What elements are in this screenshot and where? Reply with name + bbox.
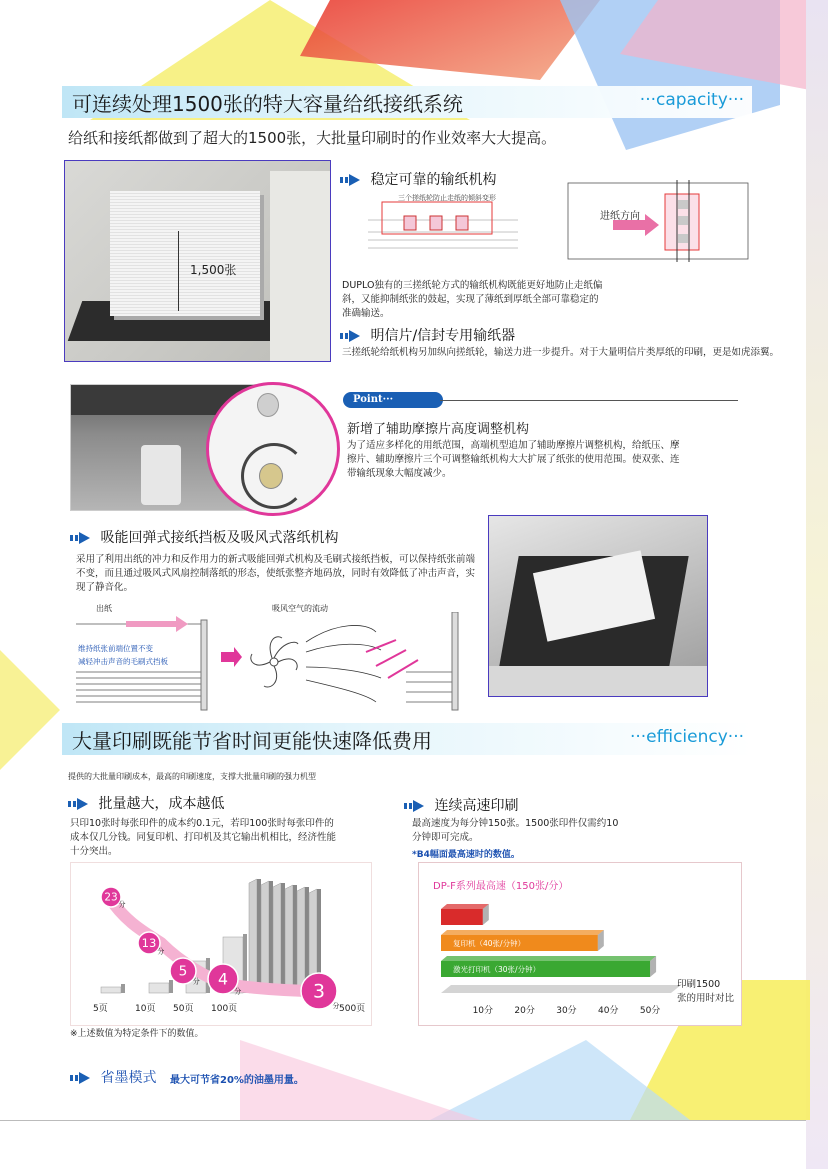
arrow-icon — [340, 328, 362, 344]
arrow-icon — [70, 1070, 92, 1086]
paper-stack-photo — [64, 160, 331, 362]
stacker-body: 采用了利用出纸的冲力和反作用力的新式吸能回弹式机构及毛刷式接纸挡板，可以保持纸张前端不变，而且通过吸风式风扇控制落纸的形态，使纸张整齐地码放，同时有效降低了冲击声音，实现了静音化。 — [76, 554, 476, 593]
speed-heading — [404, 795, 518, 815]
capacity-title: 可连续处理1500张的特大容量给纸接纸系统 — [72, 92, 463, 116]
arrow-icon — [68, 796, 90, 812]
speed-body: 最高速度为每分钟150张。1500张印件仅需约10分钟即可完成。 — [412, 818, 619, 843]
paper-stack-side — [305, 887, 309, 989]
feed-diagram-label: 三个搓纸轮防止走纸的倾斜变形 — [398, 194, 496, 202]
speed-chart — [418, 862, 742, 1026]
cost-value-label: 4 — [217, 969, 229, 989]
cost-value-label: 3 — [312, 980, 326, 1003]
paper-stack — [261, 881, 269, 993]
speed-bar — [441, 909, 483, 925]
paper-stack-side — [281, 883, 285, 989]
capacity-tag: ···capacity··· — [639, 90, 744, 110]
ink-body: 最大可节省20%的油墨用量。 — [170, 1075, 304, 1086]
cost-value-label: 5 — [178, 963, 188, 980]
postcard-heading-text: 明信片/信封专用输纸器 — [370, 328, 516, 344]
cost-body: 只印10张时每张印件的成本约0.1元，若印100张时每张印件的成本仅几分钱。同复印机、打印机及其它输出机相比，经济性能十分突出。 — [70, 818, 337, 857]
paper-stack — [101, 987, 121, 993]
speed-heading-text: 连续高速印刷 — [434, 798, 519, 814]
cost-heading — [68, 793, 224, 813]
speed-bar-top — [441, 904, 489, 909]
cost-chart-svg — [71, 863, 371, 1025]
arrow-icon — [340, 172, 362, 188]
speed-chart-floor — [441, 985, 681, 993]
speed-side-label-1: 印刷1500 — [677, 979, 721, 990]
point-heading: 新增了辅助摩擦片高度调整机构 — [347, 422, 530, 437]
speed-side-label-2: 张的用时对比 — [677, 993, 735, 1004]
stacker-heading-text: 吸能回弹式接纸挡板及吸风式落纸机构 — [100, 530, 339, 546]
cost-heading-text: 批量越大，成本越低 — [98, 796, 225, 812]
cost-x-label: 500页 — [339, 1004, 366, 1014]
cost-chart — [70, 862, 372, 1026]
speed-note: *B4幅面最高速时的数值。 — [412, 850, 520, 860]
arrow-icon — [70, 530, 92, 546]
ink-heading-text: 省墨模式 — [100, 1070, 157, 1086]
stacker-note1: 维持纸张前端位置不变 — [78, 644, 153, 653]
speed-bar-label: 激光打印机（30张/分钟） — [453, 965, 541, 974]
page-bottom-rule — [0, 1120, 806, 1121]
feed-direction-label: 进纸方向 — [600, 211, 640, 222]
speed-x-tick: 10分 — [472, 1006, 494, 1016]
cost-unit-label: 分 — [192, 977, 200, 986]
efficiency-tag: ···efficiency··· — [629, 727, 744, 747]
cost-x-label: 5页 — [93, 1004, 108, 1014]
airflow-label: 吸风空气的流动 — [272, 604, 328, 613]
paper-stack — [285, 885, 293, 993]
paper-stack — [273, 883, 281, 993]
efficiency-subtitle: 提供的大批量印刷成本，最高的印刷速度，支撑大批量印刷的强力机型 — [68, 772, 316, 781]
speed-x-tick: 20分 — [514, 1006, 535, 1016]
cost-value-label: 13 — [141, 935, 157, 950]
stacker-note2: 减轻冲击声音的毛刷式挡板 — [78, 657, 168, 666]
ink-heading — [70, 1067, 156, 1087]
cost-unit-label: 分 — [157, 947, 165, 956]
feed-heading — [340, 169, 496, 189]
cost-unit-label: 分 — [234, 987, 242, 996]
paper-stack-side — [257, 879, 261, 989]
stack-height-label: 1,500张 — [190, 263, 237, 277]
paper-stack-side — [169, 980, 173, 993]
cost-unit-label: 分 — [118, 900, 126, 909]
speed-x-tick: 30分 — [556, 1006, 577, 1016]
cost-x-label: 50页 — [173, 1004, 194, 1014]
postcard-heading — [340, 325, 515, 345]
bg-left-yellow — [0, 650, 60, 770]
paper-stack — [297, 887, 305, 993]
roller-zoom-circle — [206, 382, 340, 516]
stacker-photo — [488, 515, 708, 697]
capacity-intro: 给纸和接纸都做到了超大的1500张，大批量印刷时的作业效率大大提高。 — [68, 129, 557, 147]
speed-bar-top — [441, 930, 604, 935]
arrow-icon — [404, 798, 426, 814]
stacker-heading — [70, 527, 338, 547]
point-rule — [440, 400, 738, 401]
exit-label: 出纸 — [96, 604, 112, 613]
feed-direction-diagram — [565, 180, 750, 262]
cost-x-label: 10页 — [135, 1004, 156, 1014]
capacity-band — [62, 86, 752, 118]
speed-chart-svg — [419, 863, 741, 1025]
paper-stack — [149, 983, 169, 993]
speed-chart-title: DP-F系列最高速（150张/分） — [433, 881, 569, 892]
speed-bar-top — [441, 956, 656, 961]
point-badge: Point··· — [343, 392, 443, 408]
paper-stack — [249, 879, 257, 993]
cost-value-label: 23 — [104, 891, 118, 904]
paper-stack-side — [293, 885, 297, 989]
paper-stack-side — [121, 984, 125, 993]
feed-body: DUPLO独有的三搓纸轮方式的输纸机构既能更好地防止走纸偏斜，又能抑制纸张的鼓起，实现了薄纸到厚纸全部可靠稳定的准确输送。 — [342, 280, 603, 319]
cost-unit-label: 分 — [332, 1002, 340, 1011]
efficiency-title: 大量印刷既能节省时间更能快速降低费用 — [72, 729, 432, 753]
speed-x-tick: 50分 — [639, 1006, 661, 1016]
paper-stack-side — [269, 881, 273, 989]
speed-bar-label: 复印机（40张/分钟） — [453, 939, 526, 948]
cost-footnote: ※上述数值为特定条件下的数值。 — [70, 1029, 204, 1039]
postcard-body: 三搓纸轮给纸机构另加纵向搓纸轮，输送力进一步提升。对于大量明信片类厚纸的印刷，更是如虎添翼。 — [342, 347, 780, 358]
speed-x-tick: 40分 — [598, 1006, 619, 1016]
cost-x-label: 100页 — [211, 1004, 238, 1014]
feed-heading-text: 稳定可靠的输纸机构 — [370, 172, 497, 188]
efficiency-band — [62, 723, 752, 755]
point-body: 为了适应多样化的用纸范围，高端机型追加了辅助摩擦片调整机构，给纸压、摩擦片、辅助摩擦片三个可调整输纸机构大大扩展了纸张的使用范围。使双张、连带输纸现象大幅度减少。 — [347, 440, 680, 479]
